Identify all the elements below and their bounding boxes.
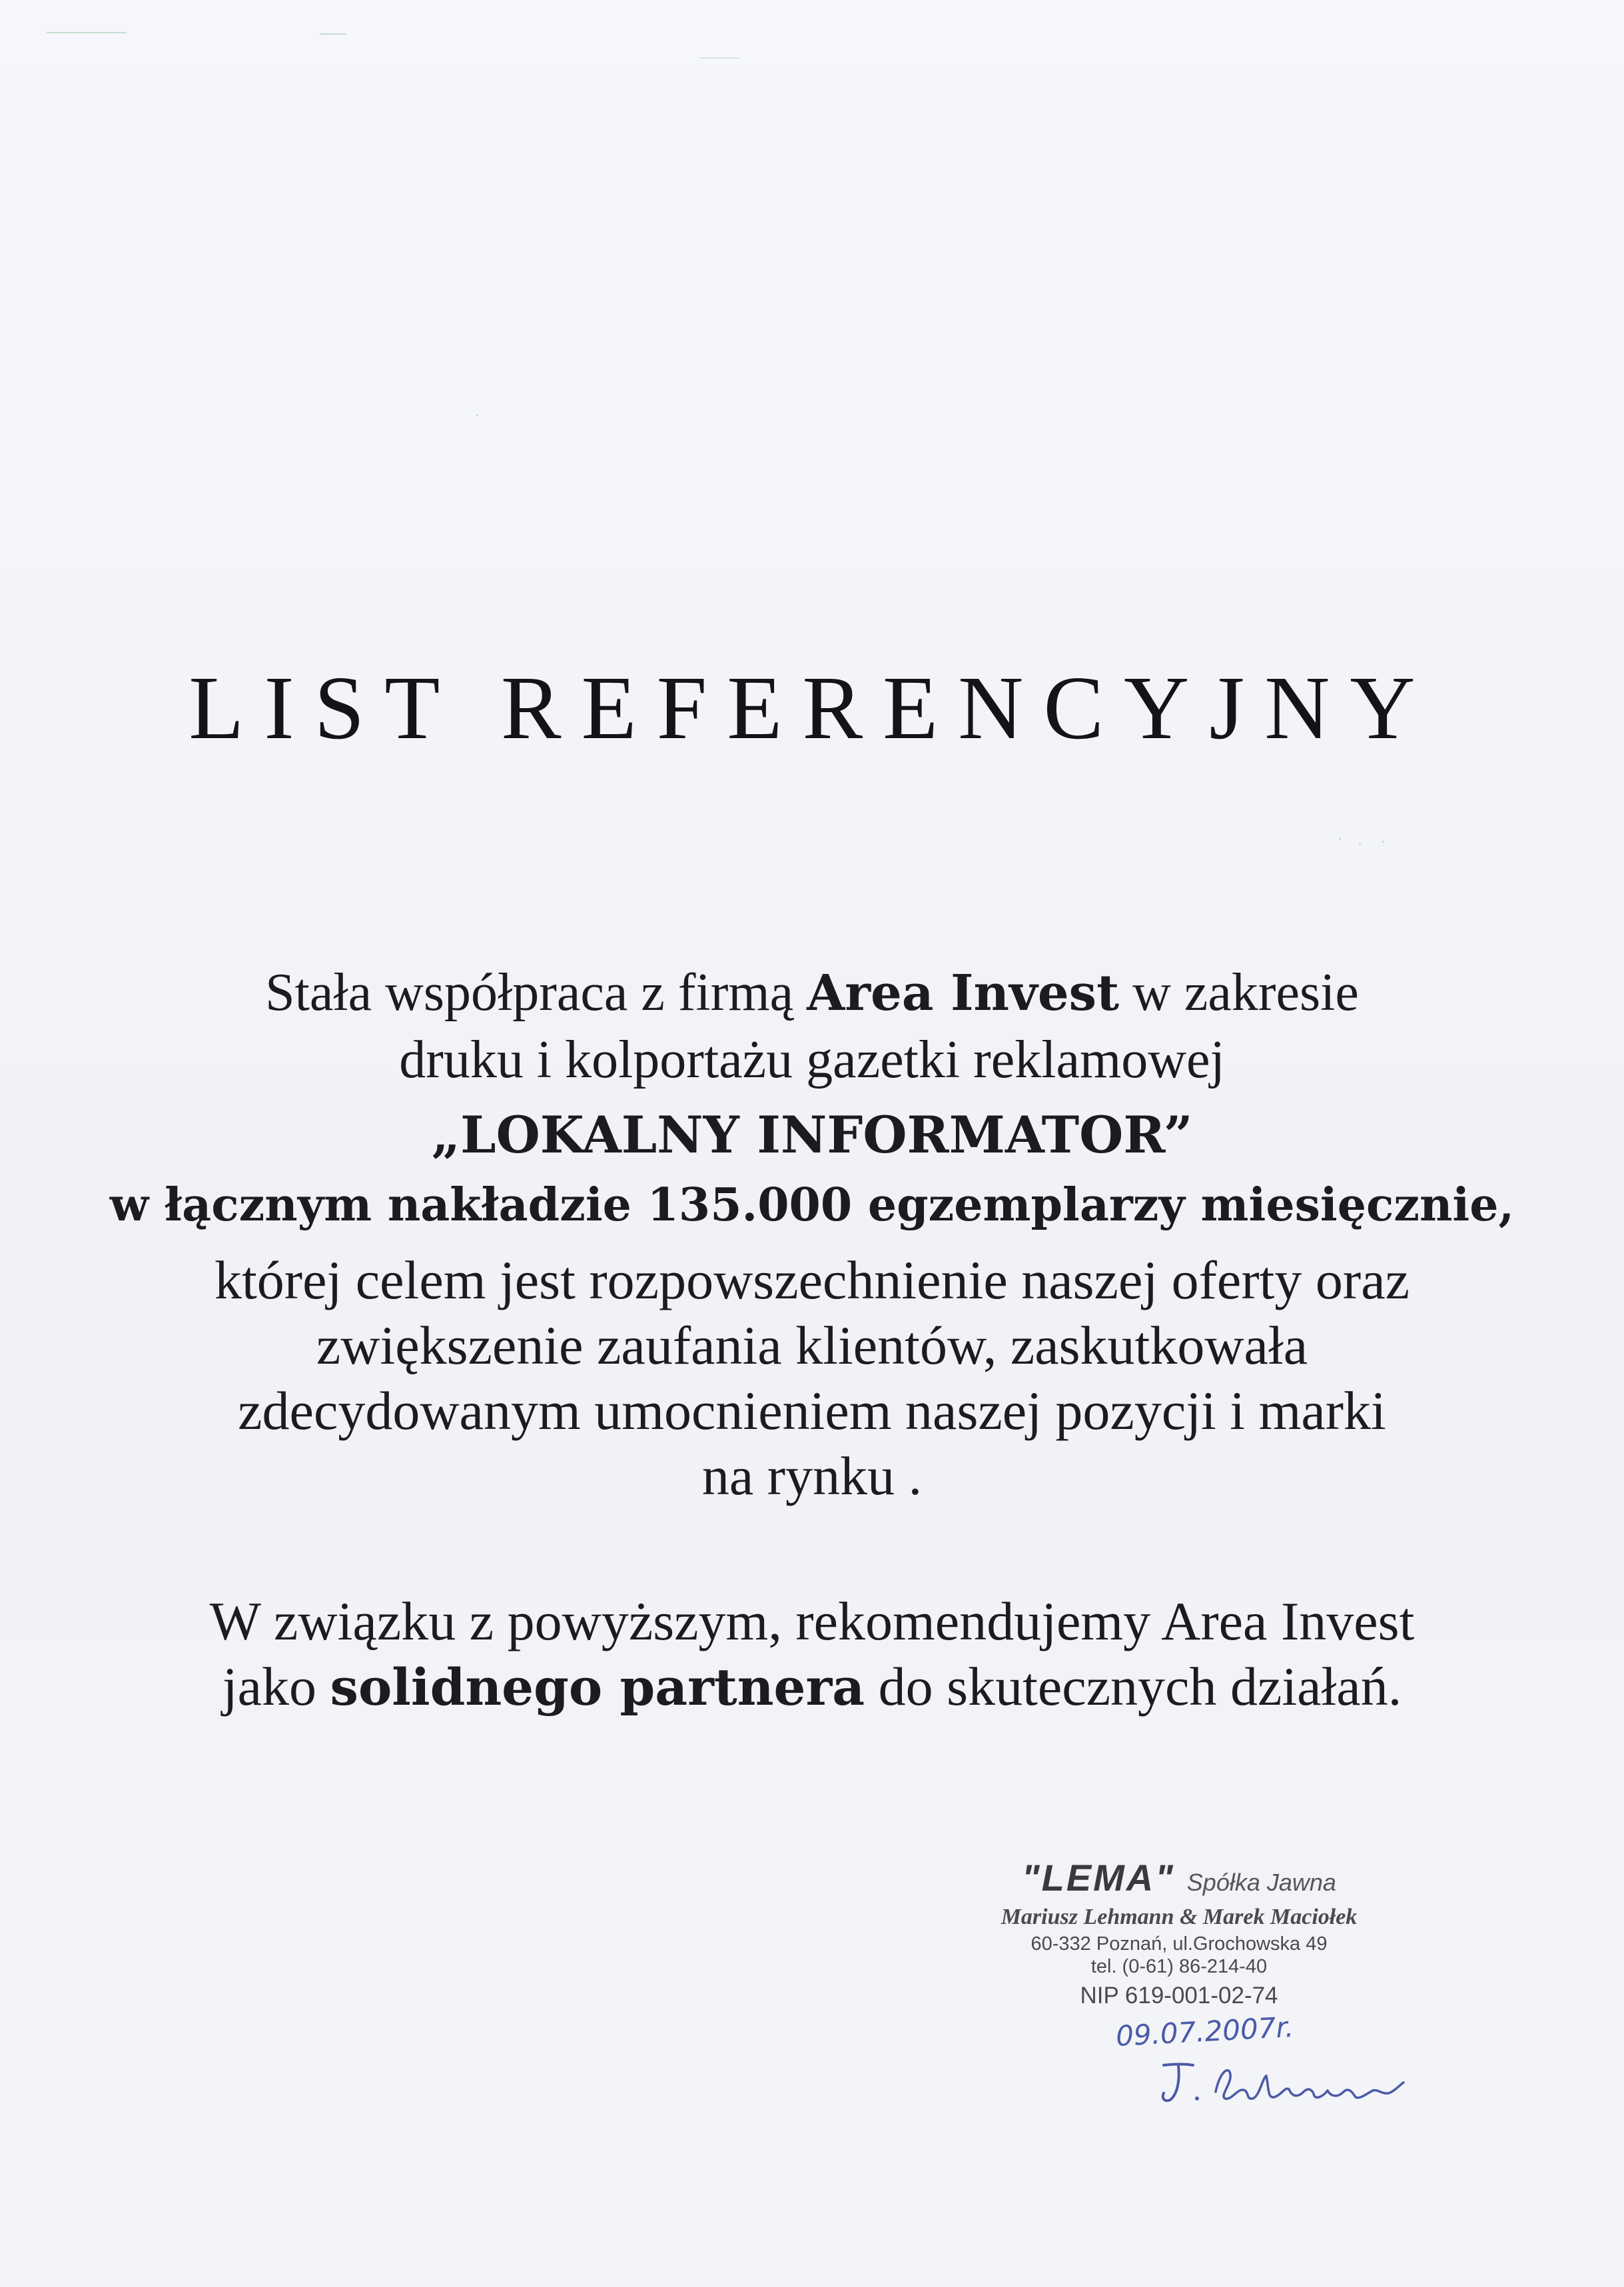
text-run: Stała współpraca z firmą (265, 963, 807, 1022)
stamp-company-type: Spółka Jawna (1186, 1869, 1336, 1896)
scan-speck (1339, 838, 1341, 840)
scan-speck (476, 414, 478, 416)
text-run: w zakresie (1119, 963, 1359, 1022)
paragraph-cooperation (0, 959, 1624, 1509)
stamp-phone: tel. (0-61) 86-214-40 (1090, 1956, 1268, 1977)
scan-artifact-top (320, 33, 346, 35)
handwritten-date: 09.07.2007r. (1114, 2011, 1295, 2053)
company-stamp (946, 1859, 1412, 2011)
stamp-brand: "LEMA" (1022, 1857, 1175, 1899)
paragraph-line (0, 1654, 1624, 1720)
scan-speck (1382, 841, 1384, 843)
paragraph-recommendation (0, 1589, 1624, 1720)
paragraph-line (0, 959, 1624, 1027)
publication-name: „LOKALNY INFORMATOR” (431, 1105, 1193, 1164)
paragraph-line: zwiększenie zaufania klientów, zaskutkowała (316, 1315, 1308, 1376)
text-run: do skutecznych działań. (865, 1656, 1402, 1717)
scan-speck (1359, 843, 1361, 845)
scan-artifact-top (699, 57, 739, 59)
text-run: jako (222, 1656, 330, 1717)
scan-artifact-top (47, 32, 127, 33)
stamp-owners: Mariusz Lehmann & Marek Maciołek (1001, 1905, 1358, 1929)
paragraph-line: której celem jest rozpowszechnienie naszej oferty oraz (214, 1250, 1410, 1310)
handwritten-signature (1156, 2052, 1409, 2112)
stamp-header (946, 1859, 1412, 1902)
stamp-nip: NIP 619-001-02-74 (1080, 1983, 1278, 2009)
paragraph-line: na rynku . (701, 1446, 923, 1506)
paragraph-line: W związku z powyższym, rekomendujemy Area Invest (209, 1591, 1415, 1651)
paragraph-line: zdecydowanym umocnieniem naszej pozycji i marki (238, 1380, 1386, 1441)
company-name: Area Invest (807, 965, 1120, 1022)
document-title: LIST REFERENCYJNY (189, 658, 1435, 758)
paragraph-line: druku i kolportażu gazetki reklamowej (399, 1031, 1225, 1089)
circulation-line: w łącznym nakładzie 135.000 egzemplarzy miesięcznie, (109, 1178, 1515, 1232)
emphasis-text: solidnego partnera (330, 1657, 865, 1717)
stamp-address: 60-332 Poznań, ul.Grochowska 49 (1030, 1933, 1328, 1955)
